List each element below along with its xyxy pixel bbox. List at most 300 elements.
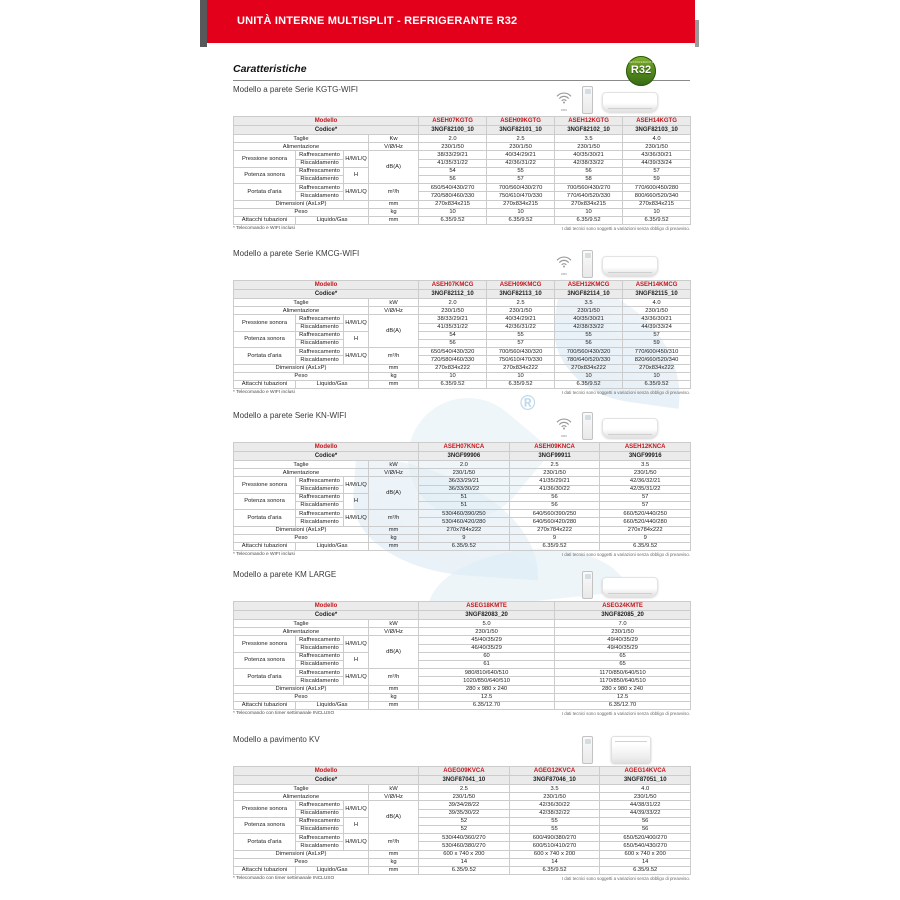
cell-value: 65 xyxy=(555,660,691,668)
cell-label: Potenza sonora xyxy=(234,167,296,183)
cell-value: 46/40/35/29 xyxy=(419,644,555,652)
cell-value: 61 xyxy=(419,660,555,668)
cell-value: 7.0 xyxy=(555,620,691,628)
cell-value: 9 xyxy=(419,534,510,542)
cell-value: 270x784x222 xyxy=(600,526,691,534)
cell-label: H/M/L/Q xyxy=(344,151,369,167)
cell-value: 2.5 xyxy=(487,135,555,143)
remote-screen xyxy=(585,739,591,744)
cell-label: Attacchi tubazioni xyxy=(234,542,296,550)
cell-value: 280 x 980 x 240 xyxy=(419,685,555,693)
wall-unit-slot xyxy=(608,272,652,273)
remote-icon xyxy=(582,571,593,599)
cell-label: H/M/L/Q xyxy=(344,315,369,331)
cell-label: Raffrescamento xyxy=(296,348,344,356)
cell-value: 39/34/28/22 xyxy=(419,801,510,809)
cell-label: Liquido/Gas xyxy=(296,542,369,550)
cell-label: Attacchi tubazioni xyxy=(234,216,296,224)
model-code: 3NGF82085_20 xyxy=(555,611,691,620)
wall-unit-slot xyxy=(608,593,652,594)
table-row xyxy=(234,364,691,372)
cell-label: Raffrescamento xyxy=(296,151,344,159)
cell-value: 6.35/9.52 xyxy=(623,216,691,224)
page-title: Caratteristiche xyxy=(233,63,307,75)
cell-value: 57 xyxy=(487,339,555,347)
cell-value: 36/33/29/21 xyxy=(419,477,510,485)
cell-value: 700/560/430/270 xyxy=(555,184,623,192)
cell-value: 280 x 980 x 240 xyxy=(555,685,691,693)
cell-value: 39/35/30/22 xyxy=(419,809,510,817)
cell-label: Riscaldamento xyxy=(296,825,344,833)
cell-label: Riscaldamento xyxy=(296,175,344,183)
cell-value: 3.5 xyxy=(509,785,600,793)
spec-table xyxy=(233,280,691,389)
cell-value: 41/36/30/22 xyxy=(509,485,600,493)
table-row xyxy=(234,834,691,842)
cell-label: Dimensioni (AxLxP) xyxy=(234,850,369,858)
table-row xyxy=(234,216,691,224)
cell-value: 57 xyxy=(623,331,691,339)
table-row xyxy=(234,701,691,709)
wifi-icon-label: WIFI xyxy=(560,434,568,438)
cell-label: kg xyxy=(369,208,419,216)
table-row xyxy=(234,785,691,793)
cell-label: Riscaldamento xyxy=(296,518,344,526)
cell-value: 780/640/520/330 xyxy=(555,356,623,364)
cell-label: Riscaldamento xyxy=(296,644,344,652)
table-row xyxy=(234,501,691,509)
cell-value: 2.5 xyxy=(419,785,510,793)
cell-label: mm xyxy=(369,526,419,534)
cell-value: 9 xyxy=(509,534,600,542)
cell-value: 41/35/31/22 xyxy=(419,159,487,167)
cell-label: Pressione sonora xyxy=(234,477,296,493)
cell-value: 3.5 xyxy=(555,135,623,143)
cell-value: 59 xyxy=(623,339,691,347)
table-footnotes xyxy=(233,226,690,231)
cell-value: 56 xyxy=(509,501,600,509)
cell-label: H/M/L/Q xyxy=(344,348,369,364)
model-name: ASEH09KNCA xyxy=(509,443,600,452)
footnote-tech-note: I dati tecnici sono soggetti a variazioni senza obbligo di preavviso. xyxy=(561,711,690,716)
cell-value: 6.35/12.70 xyxy=(419,701,555,709)
cell-label: Taglie xyxy=(234,461,369,469)
footnote-left: * Telecomando con timer settimanale INCLUSO xyxy=(233,876,335,881)
cell-value: 650/520/400/270 xyxy=(600,834,691,842)
cell-value: 52 xyxy=(419,817,510,825)
cell-label: Potenza sonora xyxy=(234,493,296,509)
cell-label: dB(A) xyxy=(369,477,419,510)
cell-value: 4.0 xyxy=(623,135,691,143)
cell-value: 700/560/430/320 xyxy=(555,348,623,356)
cell-value: 44/39/33/24 xyxy=(623,323,691,331)
cell-label: Liquido/Gas xyxy=(296,380,369,388)
codice-label: Codice* xyxy=(234,452,419,461)
cell-value: 2.0 xyxy=(419,135,487,143)
cell-value: 55 xyxy=(509,817,600,825)
table-row xyxy=(234,151,691,159)
table-row xyxy=(234,793,691,801)
cell-value: 270x784x222 xyxy=(419,526,510,534)
floor-unit-vent xyxy=(615,741,647,742)
modello-label: Modello xyxy=(234,767,419,776)
table-row xyxy=(234,526,691,534)
wifi-icon xyxy=(554,416,574,438)
footnote-left: * Telecomando con timer settimanale INCLUSO xyxy=(233,711,335,716)
model-code: 3NGF87051_10 xyxy=(600,776,691,785)
cell-value: 6.35/9.52 xyxy=(419,380,487,388)
cell-label: Riscaldamento xyxy=(296,339,344,347)
model-code: 3NGF99906 xyxy=(419,452,510,461)
wall-unit-image xyxy=(602,418,658,438)
cell-label: H xyxy=(344,331,369,347)
cell-value: 770/600/450/280 xyxy=(623,184,691,192)
model-code: 3NGF82102_10 xyxy=(555,126,623,135)
cell-label: dB(A) xyxy=(369,151,419,184)
cell-label: Peso xyxy=(234,372,369,380)
modello-label: Modello xyxy=(234,443,419,452)
cell-label: V/Ø/Hz xyxy=(369,143,419,151)
cell-label: H/M/L/Q xyxy=(344,184,369,200)
spec-table xyxy=(233,442,691,551)
table-row xyxy=(234,461,691,469)
modello-label: Modello xyxy=(234,117,419,126)
cell-value: 270x834x222 xyxy=(419,364,487,372)
cell-value: 6.35/9.52 xyxy=(487,380,555,388)
model-code: 3NGF82100_10 xyxy=(419,126,487,135)
wall-unit-image xyxy=(602,577,658,597)
cell-label: H/M/L/Q xyxy=(344,510,369,526)
model-code: 3NGF82112_10 xyxy=(419,290,487,299)
model-name: ASEH07KNCA xyxy=(419,443,510,452)
table-row xyxy=(234,331,691,339)
model-code: 3NGF82114_10 xyxy=(555,290,623,299)
cell-label: mm xyxy=(369,542,419,550)
cell-value: 270x784x222 xyxy=(509,526,600,534)
cell-value: 10 xyxy=(623,208,691,216)
spec-table xyxy=(233,766,691,875)
section-title: Modello a pavimento KV xyxy=(233,735,320,744)
cell-label: Raffrescamento xyxy=(296,477,344,485)
model-name: ASEG24KMTE xyxy=(555,602,691,611)
cell-value: 44/39/33/24 xyxy=(623,159,691,167)
table-row xyxy=(234,644,691,652)
cell-label: Raffrescamento xyxy=(296,167,344,175)
cell-value: 36/33/30/22 xyxy=(419,485,510,493)
cell-value: 6.35/9.52 xyxy=(419,542,510,550)
cell-value: 230/1/50 xyxy=(487,307,555,315)
cell-value: 650/540/430/320 xyxy=(419,348,487,356)
r32-refrigerant-badge xyxy=(626,56,656,86)
watermark-registered-mark: ® xyxy=(520,392,536,415)
footnote-left: * Telecomando e WIFI inclusi xyxy=(233,552,295,557)
cell-label: H/M/L/Q xyxy=(344,636,369,652)
cell-label: Raffrescamento xyxy=(296,315,344,323)
table-row xyxy=(234,842,691,850)
wall-unit-slot xyxy=(608,434,652,435)
cell-label: H xyxy=(344,167,369,183)
cell-value: 660/520/440/280 xyxy=(600,518,691,526)
cell-value: 660/520/440/250 xyxy=(600,510,691,518)
cell-value: 1170/850/640/510 xyxy=(555,669,691,677)
cell-value: 720/580/460/330 xyxy=(419,192,487,200)
table-row xyxy=(234,159,691,167)
cell-value: 770/600/450/310 xyxy=(623,348,691,356)
cell-value: 750/610/470/330 xyxy=(487,356,555,364)
model-name: ASEH12KNCA xyxy=(600,443,691,452)
model-name: ASEH09KMCG xyxy=(487,281,555,290)
cell-value: 55 xyxy=(487,331,555,339)
cell-label: Raffrescamento xyxy=(296,636,344,644)
table-header-row xyxy=(234,767,691,776)
table-header-row xyxy=(234,117,691,126)
cell-value: 700/560/430/270 xyxy=(487,184,555,192)
cell-label: V/Ø/Hz xyxy=(369,307,419,315)
wifi-arcs xyxy=(555,90,573,104)
spec-table xyxy=(233,116,691,225)
table-footnotes xyxy=(233,876,690,881)
section-icons xyxy=(233,86,690,116)
table-row xyxy=(234,208,691,216)
section-title: Modello a parete Serie KN-WIFI xyxy=(233,411,347,420)
cell-label: mm xyxy=(369,866,419,874)
table-footnotes xyxy=(233,390,690,395)
cell-label: kW xyxy=(369,620,419,628)
table-header-row xyxy=(234,281,691,290)
table-row xyxy=(234,175,691,183)
table-row xyxy=(234,167,691,175)
cell-label: Alimentazione xyxy=(234,143,369,151)
table-row xyxy=(234,485,691,493)
cell-label: V/Ø/Hz xyxy=(369,469,419,477)
table-row xyxy=(234,372,691,380)
cell-value: 530/440/360/270 xyxy=(419,834,510,842)
cell-value: 530/460/380/270 xyxy=(419,842,510,850)
cell-value: 6.35/9.52 xyxy=(509,866,600,874)
cell-value: 270x834x215 xyxy=(487,200,555,208)
cell-value: 14 xyxy=(509,858,600,866)
codice-label: Codice* xyxy=(234,611,419,620)
remote-screen xyxy=(585,253,591,258)
cell-label: Riscaldamento xyxy=(296,842,344,850)
cell-value: 10 xyxy=(555,372,623,380)
cell-value: 6.35/12.70 xyxy=(555,701,691,709)
table-row xyxy=(234,184,691,192)
table-row xyxy=(234,825,691,833)
cell-label: H/M/L/Q xyxy=(344,669,369,685)
model-code: 3NGF99916 xyxy=(600,452,691,461)
cell-value: 230/1/50 xyxy=(623,143,691,151)
remote-icon xyxy=(582,86,593,114)
table-row xyxy=(234,850,691,858)
cell-label: Riscaldamento xyxy=(296,809,344,817)
cell-value: 720/580/460/330 xyxy=(419,356,487,364)
cell-value: 270x834x222 xyxy=(555,364,623,372)
wifi-arcs xyxy=(555,254,573,268)
cell-label: Potenza sonora xyxy=(234,331,296,347)
model-code: 3NGF82083_20 xyxy=(419,611,555,620)
cell-label: m³/h xyxy=(369,669,419,685)
cell-value: 42/36/31/22 xyxy=(487,159,555,167)
cell-value: 980/810/640/510 xyxy=(419,669,555,677)
cell-value: 42/36/31/22 xyxy=(487,323,555,331)
cell-label: Dimensioni (AxLxP) xyxy=(234,200,369,208)
cell-label: Portata d'aria xyxy=(234,510,296,526)
cell-value: 60 xyxy=(419,652,555,660)
cell-label: Liquido/Gas xyxy=(296,866,369,874)
cell-label: Raffrescamento xyxy=(296,669,344,677)
cell-value: 56 xyxy=(555,167,623,175)
cell-value: 230/1/50 xyxy=(509,469,600,477)
cell-value: 52 xyxy=(419,825,510,833)
cell-value: 270x834x215 xyxy=(419,200,487,208)
cell-label: Taglie xyxy=(234,785,369,793)
cell-label: Potenza sonora xyxy=(234,817,296,833)
cell-value: 59 xyxy=(623,175,691,183)
cell-value: 10 xyxy=(555,208,623,216)
model-code: 3NGF87041_10 xyxy=(419,776,510,785)
cell-value: 750/610/470/330 xyxy=(487,192,555,200)
spec-table-wrap xyxy=(233,766,690,875)
cell-label: mm xyxy=(369,364,419,372)
cell-value: 230/1/50 xyxy=(600,469,691,477)
wifi-icon xyxy=(554,90,574,112)
wall-unit-image xyxy=(602,92,658,112)
cell-value: 55 xyxy=(555,331,623,339)
cell-value: 5.0 xyxy=(419,620,555,628)
cell-value: 6.35/9.52 xyxy=(623,380,691,388)
footnote-left: * Telecomando e WIFI inclusi xyxy=(233,390,295,395)
cell-value: 12.5 xyxy=(419,693,555,701)
spec-table-wrap xyxy=(233,601,690,710)
cell-value: 3.5 xyxy=(555,299,623,307)
cell-label: Riscaldamento xyxy=(296,501,344,509)
cell-label: kg xyxy=(369,858,419,866)
cell-value: 230/1/50 xyxy=(509,793,600,801)
remote-screen xyxy=(585,415,591,420)
cell-value: 270x834x215 xyxy=(555,200,623,208)
cell-label: Alimentazione xyxy=(234,628,369,636)
section-icons xyxy=(233,250,690,280)
cell-label: Raffrescamento xyxy=(296,652,344,660)
cell-label: H/M/L/Q xyxy=(344,834,369,850)
table-footnotes xyxy=(233,711,690,716)
cell-label: Raffrescamento xyxy=(296,331,344,339)
table-row xyxy=(234,858,691,866)
cell-value: 56 xyxy=(419,339,487,347)
cell-value: 800/660/520/340 xyxy=(623,192,691,200)
cell-value: 44/38/31/22 xyxy=(600,801,691,809)
table-row xyxy=(234,801,691,809)
cell-value: 270x834x215 xyxy=(623,200,691,208)
cell-value: 270x834x222 xyxy=(623,364,691,372)
cell-label: Attacchi tubazioni xyxy=(234,380,296,388)
table-row xyxy=(234,356,691,364)
cell-value: 38/33/29/21 xyxy=(419,151,487,159)
model-code: 3NGF82101_10 xyxy=(487,126,555,135)
cell-label: H xyxy=(344,493,369,509)
model-code: 3NGF82115_10 xyxy=(623,290,691,299)
cell-label: Raffrescamento xyxy=(296,493,344,501)
spec-table-wrap xyxy=(233,280,690,389)
cell-label: mm xyxy=(369,685,419,693)
table-row xyxy=(234,135,691,143)
cell-value: 14 xyxy=(419,858,510,866)
cell-value: 230/1/50 xyxy=(600,793,691,801)
cell-label: Attacchi tubazioni xyxy=(234,866,296,874)
cell-label: Riscaldamento xyxy=(296,192,344,200)
table-header-row xyxy=(234,290,691,299)
cell-value: 43/36/30/21 xyxy=(623,151,691,159)
cell-value: 650/540/430/270 xyxy=(419,184,487,192)
cell-value: 6.35/9.52 xyxy=(419,216,487,224)
cell-label: kW xyxy=(369,299,419,307)
cell-value: 56 xyxy=(600,817,691,825)
cell-value: 42/38/33/22 xyxy=(555,323,623,331)
section-icons xyxy=(233,736,690,766)
cell-value: 230/1/50 xyxy=(419,307,487,315)
table-row xyxy=(234,339,691,347)
cell-label: Raffrescamento xyxy=(296,184,344,192)
cell-label: Dimensioni (AxLxP) xyxy=(234,526,369,534)
model-name: ASEH14KMCG xyxy=(623,281,691,290)
model-code: 3NGF82113_10 xyxy=(487,290,555,299)
cell-value: 10 xyxy=(419,208,487,216)
cell-label: Alimentazione xyxy=(234,793,369,801)
cell-label: Riscaldamento xyxy=(296,159,344,167)
spec-table-wrap xyxy=(233,116,690,225)
cell-label: Pressione sonora xyxy=(234,315,296,331)
cell-value: 54 xyxy=(419,167,487,175)
section-icons xyxy=(233,412,690,442)
cell-value: 40/35/30/21 xyxy=(555,315,623,323)
cell-value: 230/1/50 xyxy=(419,143,487,151)
cell-value: 56 xyxy=(555,339,623,347)
table-row xyxy=(234,307,691,315)
cell-value: 40/34/29/21 xyxy=(487,151,555,159)
cell-value: 230/1/50 xyxy=(623,307,691,315)
cell-label: dB(A) xyxy=(369,315,419,348)
cell-label: Kw xyxy=(369,135,419,143)
remote-icon xyxy=(582,412,593,440)
remote-icon xyxy=(582,250,593,278)
cell-label: Alimentazione xyxy=(234,307,369,315)
remote-screen xyxy=(585,89,591,94)
cell-label: Dimensioni (AxLxP) xyxy=(234,364,369,372)
cell-value: 44/39/33/22 xyxy=(600,809,691,817)
cell-value: 3.5 xyxy=(600,461,691,469)
cell-label: Taglie xyxy=(234,620,369,628)
cell-label: mm xyxy=(369,216,419,224)
model-name: ASEG18KMTE xyxy=(419,602,555,611)
cell-label: Raffrescamento xyxy=(296,817,344,825)
codice-label: Codice* xyxy=(234,776,419,785)
cell-value: 4.0 xyxy=(623,299,691,307)
wall-unit-image xyxy=(602,256,658,276)
page-banner xyxy=(207,0,695,43)
cell-label: Pressione sonora xyxy=(234,151,296,167)
cell-value: 230/1/50 xyxy=(555,307,623,315)
cell-value: 1020/850/640/510 xyxy=(419,677,555,685)
table-row xyxy=(234,299,691,307)
cell-value: 14 xyxy=(600,858,691,866)
table-header-row xyxy=(234,452,691,461)
cell-label: mm xyxy=(369,200,419,208)
cell-value: 42/36/30/22 xyxy=(509,801,600,809)
banner-left-edge xyxy=(200,0,207,47)
cell-value: 6.35/9.52 xyxy=(600,866,691,874)
cell-value: 270x834x222 xyxy=(487,364,555,372)
